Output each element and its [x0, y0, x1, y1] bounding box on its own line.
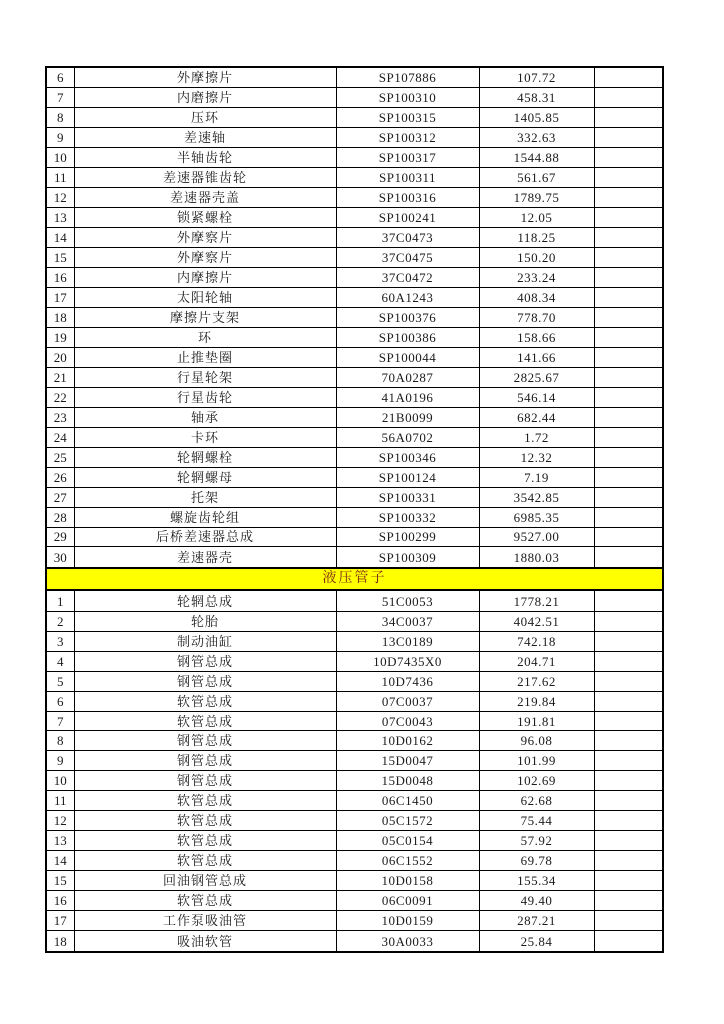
- price-cell: 9527.00: [479, 527, 594, 547]
- part-number-cell: SP100310: [336, 88, 479, 108]
- table-row: [46, 651, 663, 671]
- row-number-cell: 22: [46, 387, 74, 407]
- part-name-cell: 差速器锥齿轮: [74, 168, 336, 188]
- part-name-cell: 内摩擦片: [74, 267, 336, 287]
- row-number-cell: 26: [46, 467, 74, 487]
- row-number-cell: 24: [46, 427, 74, 447]
- part-name-cell: 外摩察片: [74, 247, 336, 267]
- note-cell: [594, 831, 663, 851]
- note-cell: [594, 347, 663, 367]
- note-cell: [594, 447, 663, 467]
- table-row: [46, 547, 663, 568]
- part-number-cell: 41A0196: [336, 387, 479, 407]
- part-number-cell: 05C1572: [336, 811, 479, 831]
- table-row: [46, 631, 663, 651]
- row-number-cell: 7: [46, 711, 74, 731]
- part-name-cell: 软管总成: [74, 891, 336, 911]
- price-cell: 96.08: [479, 731, 594, 751]
- row-number-cell: 17: [46, 287, 74, 307]
- part-number-cell: 07C0043: [336, 711, 479, 731]
- price-cell: 62.68: [479, 791, 594, 811]
- price-cell: 150.20: [479, 247, 594, 267]
- table-row: [46, 811, 663, 831]
- part-number-cell: SP100309: [336, 547, 479, 568]
- part-name-cell: 回油钢管总成: [74, 871, 336, 891]
- table-row: [46, 611, 663, 631]
- table-row: [46, 691, 663, 711]
- table-row: [46, 527, 663, 547]
- part-name-cell: 差速器壳盖: [74, 188, 336, 208]
- row-number-cell: 23: [46, 407, 74, 427]
- table-row: [46, 851, 663, 871]
- price-cell: 75.44: [479, 811, 594, 831]
- part-name-cell: 内磨擦片: [74, 88, 336, 108]
- part-name-cell: 行星齿轮: [74, 387, 336, 407]
- row-number-cell: 16: [46, 267, 74, 287]
- note-cell: [594, 891, 663, 911]
- table-row: [46, 831, 663, 851]
- part-number-cell: 06C0091: [336, 891, 479, 911]
- section-divider-label: 液压管子: [46, 568, 663, 591]
- row-number-cell: 15: [46, 247, 74, 267]
- part-name-cell: 软管总成: [74, 851, 336, 871]
- part-number-cell: 30A0033: [336, 931, 479, 952]
- table-row: [46, 188, 663, 208]
- part-number-cell: SP100346: [336, 447, 479, 467]
- table-row: [46, 427, 663, 447]
- part-number-cell: 06C1450: [336, 791, 479, 811]
- price-cell: 12.32: [479, 447, 594, 467]
- part-name-cell: 差速轴: [74, 128, 336, 148]
- document-page: [45, 66, 664, 953]
- row-number-cell: 11: [46, 168, 74, 188]
- note-cell: [594, 527, 663, 547]
- part-name-cell: 行星轮架: [74, 367, 336, 387]
- table-row: [46, 731, 663, 751]
- table-row: [46, 387, 663, 407]
- row-number-cell: 14: [46, 227, 74, 247]
- part-name-cell: 软管总成: [74, 791, 336, 811]
- note-cell: [594, 88, 663, 108]
- note-cell: [594, 811, 663, 831]
- part-number-cell: 60A1243: [336, 287, 479, 307]
- part-name-cell: 压环: [74, 108, 336, 128]
- part-number-cell: 13C0189: [336, 631, 479, 651]
- part-name-cell: 托架: [74, 487, 336, 507]
- price-cell: 155.34: [479, 871, 594, 891]
- price-cell: 6985.35: [479, 507, 594, 527]
- part-number-cell: 56A0702: [336, 427, 479, 447]
- note-cell: [594, 188, 663, 208]
- price-cell: 408.34: [479, 287, 594, 307]
- table-row: [46, 590, 663, 611]
- note-cell: [594, 631, 663, 651]
- part-name-cell: 差速器壳: [74, 547, 336, 568]
- row-number-cell: 20: [46, 347, 74, 367]
- row-number-cell: 10: [46, 771, 74, 791]
- row-number-cell: 19: [46, 327, 74, 347]
- note-cell: [594, 287, 663, 307]
- part-number-cell: SP100317: [336, 148, 479, 168]
- note-cell: [594, 851, 663, 871]
- table-row: [46, 347, 663, 367]
- row-number-cell: 8: [46, 108, 74, 128]
- row-number-cell: 25: [46, 447, 74, 467]
- part-name-cell: 卡环: [74, 427, 336, 447]
- table-row: [46, 467, 663, 487]
- part-name-cell: 摩擦片支架: [74, 307, 336, 327]
- note-cell: [594, 148, 663, 168]
- table-row: [46, 307, 663, 327]
- part-name-cell: 软管总成: [74, 691, 336, 711]
- table-row: [46, 287, 663, 307]
- price-cell: 3542.85: [479, 487, 594, 507]
- part-name-cell: 锁紧螺栓: [74, 208, 336, 228]
- note-cell: [594, 911, 663, 931]
- part-number-cell: SP100316: [336, 188, 479, 208]
- parts-table-body: [46, 67, 663, 952]
- note-cell: [594, 367, 663, 387]
- note-cell: [594, 651, 663, 671]
- note-cell: [594, 547, 663, 568]
- note-cell: [594, 267, 663, 287]
- price-cell: 101.99: [479, 751, 594, 771]
- price-cell: 7.19: [479, 467, 594, 487]
- note-cell: [594, 507, 663, 527]
- note-cell: [594, 467, 663, 487]
- part-number-cell: SP100311: [336, 168, 479, 188]
- part-name-cell: 止推垫圈: [74, 347, 336, 367]
- row-number-cell: 16: [46, 891, 74, 911]
- note-cell: [594, 751, 663, 771]
- table-row: [46, 891, 663, 911]
- part-number-cell: 37C0475: [336, 247, 479, 267]
- price-cell: 12.05: [479, 208, 594, 228]
- part-number-cell: 10D0159: [336, 911, 479, 931]
- part-number-cell: SP100331: [336, 487, 479, 507]
- price-cell: 1544.88: [479, 148, 594, 168]
- part-name-cell: 钢管总成: [74, 731, 336, 751]
- part-name-cell: 钢管总成: [74, 751, 336, 771]
- note-cell: [594, 871, 663, 891]
- part-name-cell: 吸油软管: [74, 931, 336, 952]
- part-number-cell: SP100299: [336, 527, 479, 547]
- table-row: [46, 771, 663, 791]
- row-number-cell: 9: [46, 128, 74, 148]
- row-number-cell: 18: [46, 931, 74, 952]
- part-number-cell: 51C0053: [336, 590, 479, 611]
- part-number-cell: SP100312: [336, 128, 479, 148]
- row-number-cell: 5: [46, 671, 74, 691]
- price-cell: 1.72: [479, 427, 594, 447]
- note-cell: [594, 128, 663, 148]
- part-number-cell: 21B0099: [336, 407, 479, 427]
- row-number-cell: 4: [46, 651, 74, 671]
- note-cell: [594, 407, 663, 427]
- part-name-cell: 轮胎: [74, 611, 336, 631]
- row-number-cell: 8: [46, 731, 74, 751]
- part-number-cell: SP100124: [336, 467, 479, 487]
- row-number-cell: 27: [46, 487, 74, 507]
- part-number-cell: 10D0162: [336, 731, 479, 751]
- part-name-cell: 软管总成: [74, 711, 336, 731]
- note-cell: [594, 771, 663, 791]
- note-cell: [594, 168, 663, 188]
- section-divider-row: [46, 568, 663, 591]
- row-number-cell: 17: [46, 911, 74, 931]
- table-row: [46, 327, 663, 347]
- part-name-cell: 太阳轮轴: [74, 287, 336, 307]
- part-name-cell: 制动油缸: [74, 631, 336, 651]
- note-cell: [594, 791, 663, 811]
- part-number-cell: 07C0037: [336, 691, 479, 711]
- part-name-cell: 软管总成: [74, 811, 336, 831]
- table-row: [46, 791, 663, 811]
- note-cell: [594, 67, 663, 88]
- table-row: [46, 871, 663, 891]
- price-cell: 204.71: [479, 651, 594, 671]
- table-row: [46, 267, 663, 287]
- price-cell: 4042.51: [479, 611, 594, 631]
- row-number-cell: 10: [46, 148, 74, 168]
- part-number-cell: 10D7436: [336, 671, 479, 691]
- note-cell: [594, 590, 663, 611]
- row-number-cell: 2: [46, 611, 74, 631]
- part-name-cell: 后桥差速器总成: [74, 527, 336, 547]
- price-cell: 742.18: [479, 631, 594, 651]
- price-cell: 69.78: [479, 851, 594, 871]
- row-number-cell: 29: [46, 527, 74, 547]
- table-row: [46, 671, 663, 691]
- part-name-cell: 外摩察片: [74, 227, 336, 247]
- price-cell: 778.70: [479, 307, 594, 327]
- note-cell: [594, 487, 663, 507]
- price-cell: 191.81: [479, 711, 594, 731]
- row-number-cell: 9: [46, 751, 74, 771]
- table-row: [46, 407, 663, 427]
- part-number-cell: SP107886: [336, 67, 479, 88]
- part-name-cell: 钢管总成: [74, 671, 336, 691]
- row-number-cell: 12: [46, 188, 74, 208]
- price-cell: 57.92: [479, 831, 594, 851]
- part-number-cell: 37C0473: [336, 227, 479, 247]
- part-number-cell: SP100376: [336, 307, 479, 327]
- table-row: [46, 711, 663, 731]
- row-number-cell: 13: [46, 831, 74, 851]
- part-number-cell: SP100315: [336, 108, 479, 128]
- price-cell: 158.66: [479, 327, 594, 347]
- part-name-cell: 螺旋齿轮组: [74, 507, 336, 527]
- part-number-cell: 34C0037: [336, 611, 479, 631]
- table-row: [46, 751, 663, 771]
- price-cell: 682.44: [479, 407, 594, 427]
- price-cell: 49.40: [479, 891, 594, 911]
- part-number-cell: 15D0048: [336, 771, 479, 791]
- table-row: [46, 208, 663, 228]
- part-number-cell: SP100332: [336, 507, 479, 527]
- part-name-cell: 外摩擦片: [74, 67, 336, 88]
- row-number-cell: 18: [46, 307, 74, 327]
- row-number-cell: 13: [46, 208, 74, 228]
- part-name-cell: 软管总成: [74, 831, 336, 851]
- price-cell: 332.63: [479, 128, 594, 148]
- part-name-cell: 工作泵吸油管: [74, 911, 336, 931]
- table-row: [46, 128, 663, 148]
- price-cell: 217.62: [479, 671, 594, 691]
- note-cell: [594, 208, 663, 228]
- table-row: [46, 67, 663, 88]
- part-number-cell: 15D0047: [336, 751, 479, 771]
- price-cell: 107.72: [479, 67, 594, 88]
- table-row: [46, 507, 663, 527]
- row-number-cell: 15: [46, 871, 74, 891]
- note-cell: [594, 931, 663, 952]
- row-number-cell: 3: [46, 631, 74, 651]
- price-cell: 546.14: [479, 387, 594, 407]
- table-row: [46, 148, 663, 168]
- row-number-cell: 6: [46, 691, 74, 711]
- part-number-cell: 70A0287: [336, 367, 479, 387]
- table-row: [46, 487, 663, 507]
- parts-price-table: [45, 66, 664, 953]
- note-cell: [594, 307, 663, 327]
- table-row: [46, 88, 663, 108]
- table-row: [46, 247, 663, 267]
- part-name-cell: 轴承: [74, 407, 336, 427]
- part-number-cell: 37C0472: [336, 267, 479, 287]
- note-cell: [594, 327, 663, 347]
- part-number-cell: 10D0158: [336, 871, 479, 891]
- price-cell: 1778.21: [479, 590, 594, 611]
- row-number-cell: 21: [46, 367, 74, 387]
- table-row: [46, 168, 663, 188]
- price-cell: 1789.75: [479, 188, 594, 208]
- price-cell: 458.31: [479, 88, 594, 108]
- part-name-cell: 轮辋螺栓: [74, 447, 336, 467]
- table-row: [46, 227, 663, 247]
- price-cell: 1405.85: [479, 108, 594, 128]
- part-name-cell: 环: [74, 327, 336, 347]
- table-row: [46, 447, 663, 467]
- part-number-cell: 06C1552: [336, 851, 479, 871]
- note-cell: [594, 611, 663, 631]
- note-cell: [594, 227, 663, 247]
- price-cell: 287.21: [479, 911, 594, 931]
- table-row: [46, 911, 663, 931]
- price-cell: 118.25: [479, 227, 594, 247]
- note-cell: [594, 671, 663, 691]
- part-number-cell: SP100044: [336, 347, 479, 367]
- part-name-cell: 轮辋总成: [74, 590, 336, 611]
- price-cell: 1880.03: [479, 547, 594, 568]
- row-number-cell: 14: [46, 851, 74, 871]
- row-number-cell: 30: [46, 547, 74, 568]
- part-number-cell: 10D7435X0: [336, 651, 479, 671]
- price-cell: 561.67: [479, 168, 594, 188]
- note-cell: [594, 711, 663, 731]
- part-name-cell: 轮辋螺母: [74, 467, 336, 487]
- note-cell: [594, 108, 663, 128]
- table-row: [46, 367, 663, 387]
- note-cell: [594, 247, 663, 267]
- price-cell: 219.84: [479, 691, 594, 711]
- note-cell: [594, 691, 663, 711]
- part-number-cell: SP100386: [336, 327, 479, 347]
- note-cell: [594, 427, 663, 447]
- price-cell: 233.24: [479, 267, 594, 287]
- row-number-cell: 12: [46, 811, 74, 831]
- note-cell: [594, 731, 663, 751]
- table-row: [46, 931, 663, 952]
- price-cell: 25.84: [479, 931, 594, 952]
- price-cell: 2825.67: [479, 367, 594, 387]
- row-number-cell: 11: [46, 791, 74, 811]
- part-number-cell: 05C0154: [336, 831, 479, 851]
- table-row: [46, 108, 663, 128]
- row-number-cell: 7: [46, 88, 74, 108]
- part-name-cell: 钢管总成: [74, 651, 336, 671]
- row-number-cell: 6: [46, 67, 74, 88]
- part-name-cell: 半轴齿轮: [74, 148, 336, 168]
- price-cell: 102.69: [479, 771, 594, 791]
- price-cell: 141.66: [479, 347, 594, 367]
- part-number-cell: SP100241: [336, 208, 479, 228]
- part-name-cell: 钢管总成: [74, 771, 336, 791]
- row-number-cell: 28: [46, 507, 74, 527]
- row-number-cell: 1: [46, 590, 74, 611]
- note-cell: [594, 387, 663, 407]
